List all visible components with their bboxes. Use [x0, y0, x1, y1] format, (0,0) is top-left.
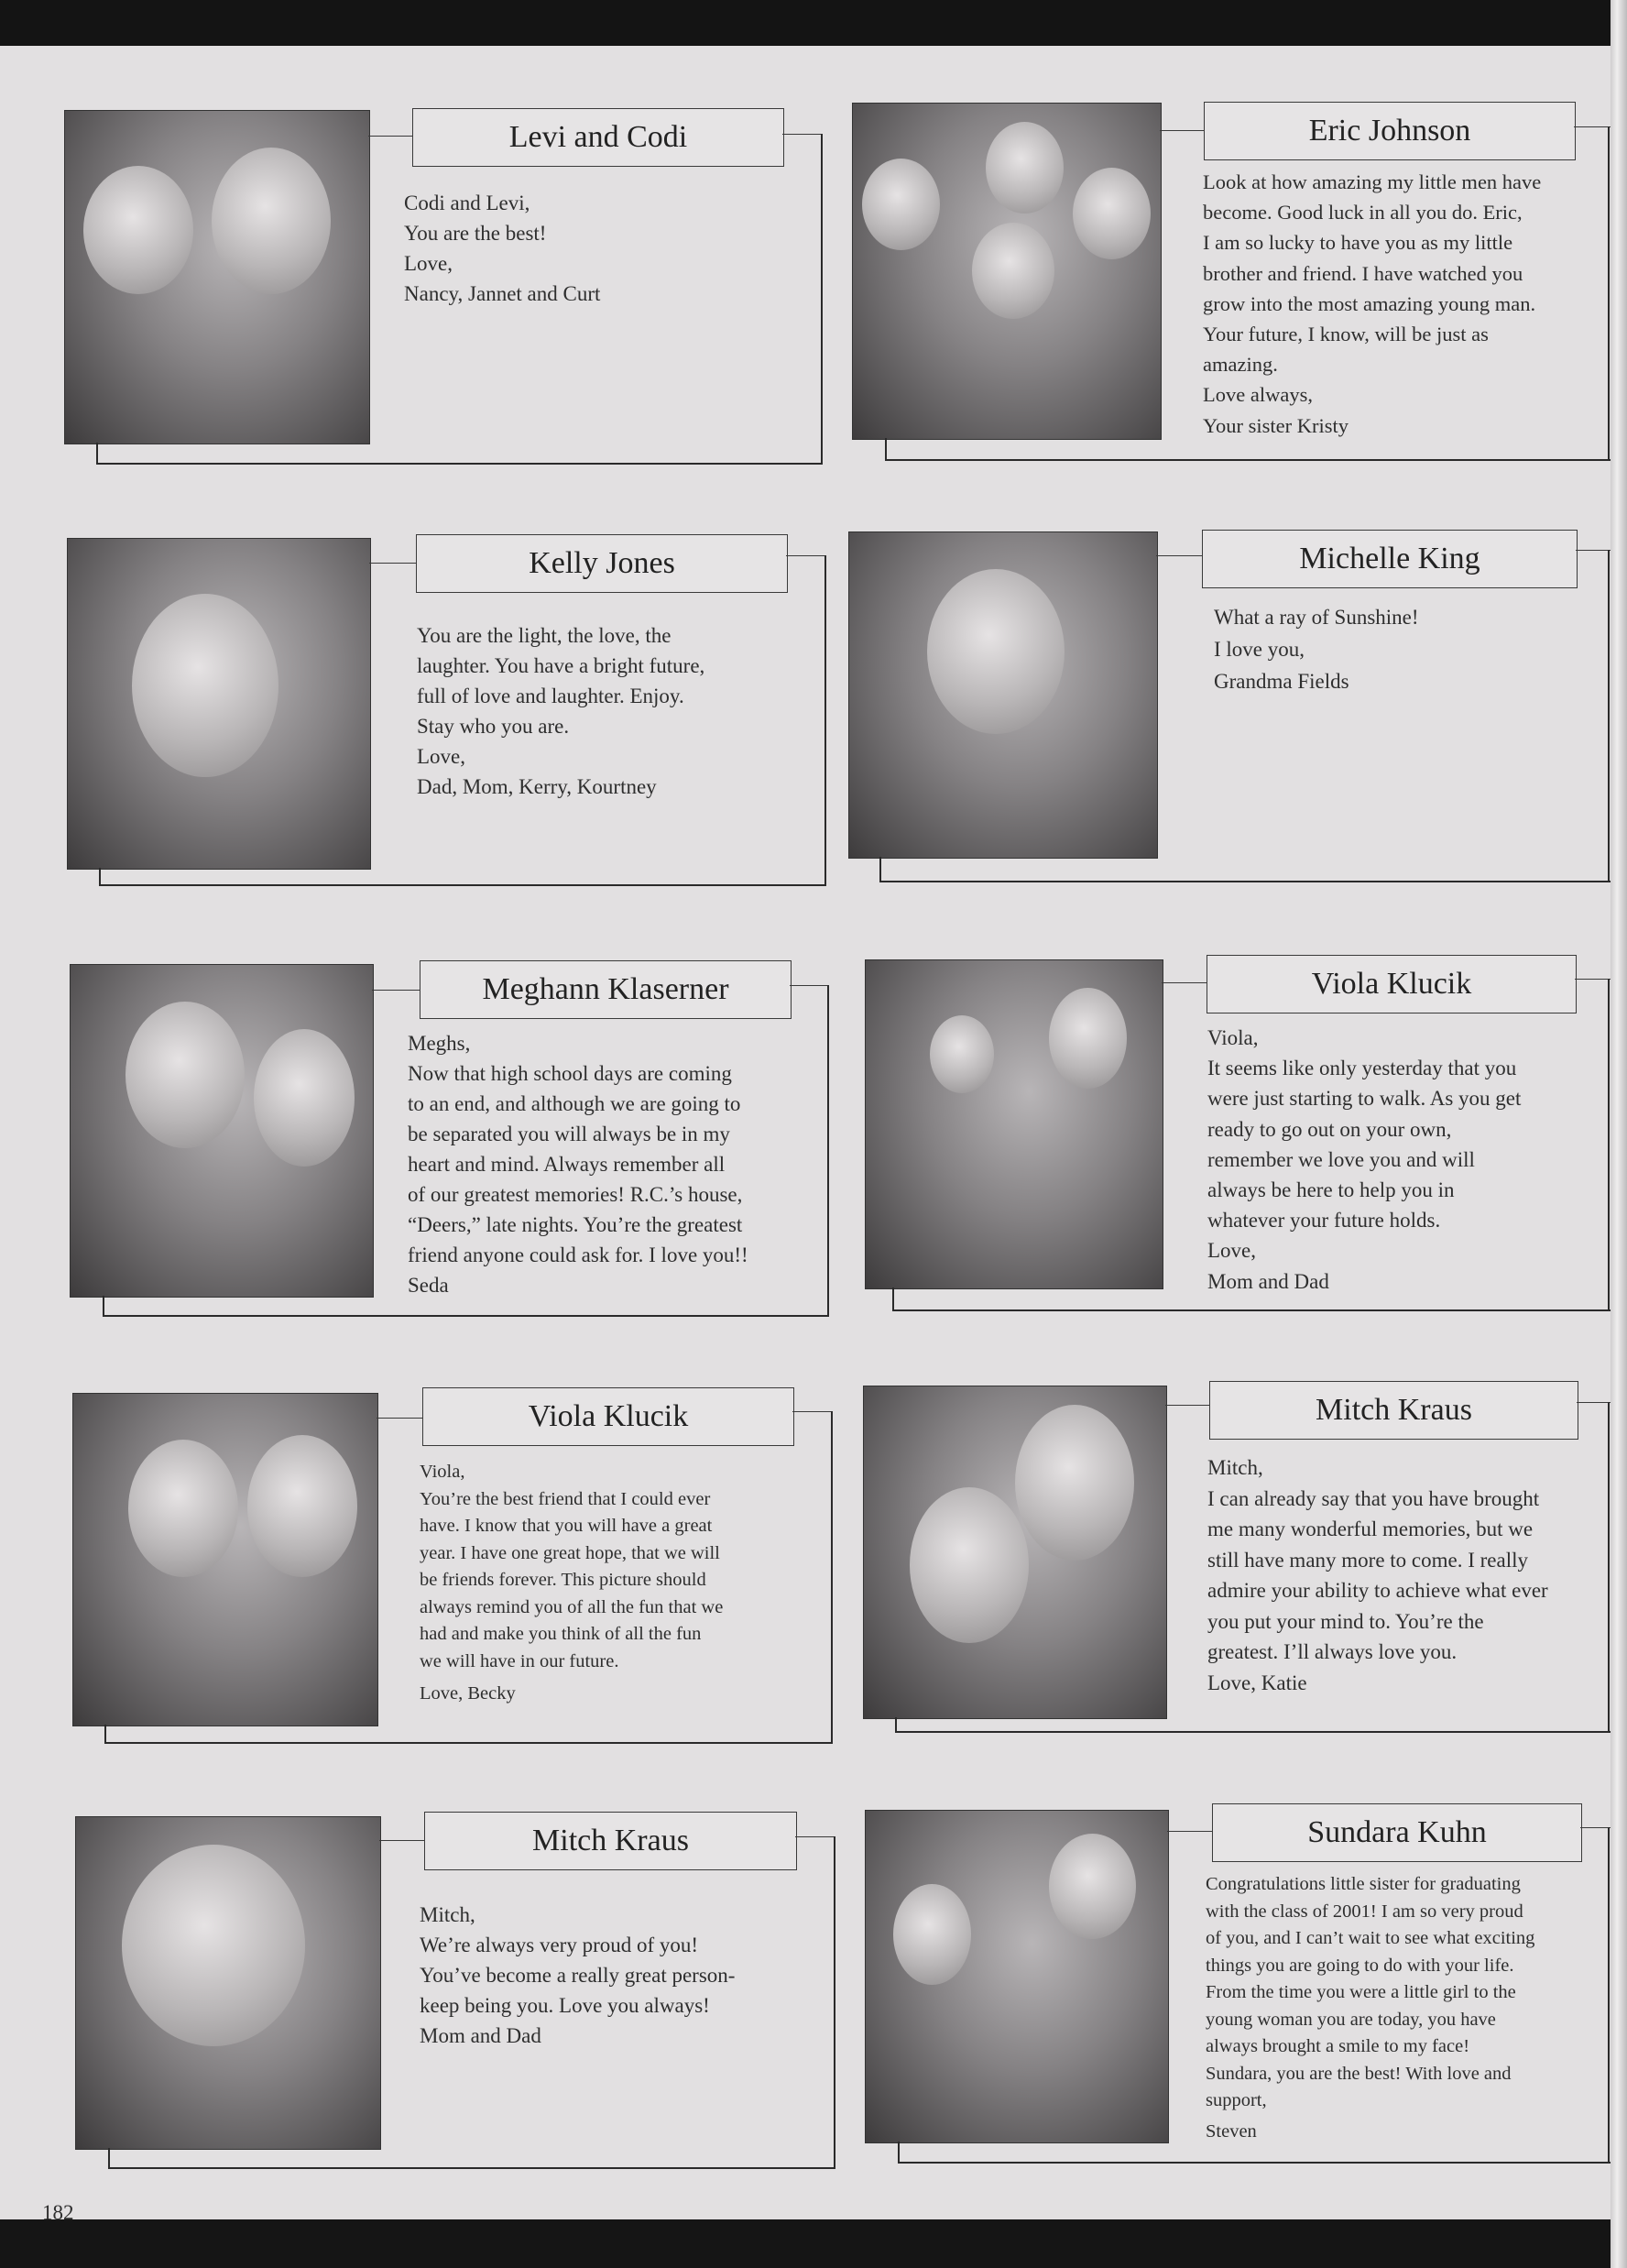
entry-photo [75, 1816, 381, 2150]
message-line: with the class of 2001! I am so very proud [1206, 1901, 1523, 1922]
message-line: What a ray of Sunshine! [1214, 606, 1419, 629]
entry-message [417, 620, 704, 802]
message-line: Stay who you are. [417, 715, 570, 738]
entry-name: Kelly Jones [416, 534, 788, 593]
message-line: to an end, and although we are going to [408, 1092, 741, 1115]
message-line: have. I know that you will have a great [420, 1516, 713, 1536]
message-line: support, [1206, 2090, 1267, 2110]
message-line: were just starting to walk. As you get [1207, 1087, 1522, 1111]
message-line: Congratulations little sister for graduating [1206, 1874, 1521, 1894]
entry-photo [64, 110, 370, 444]
message-line: be friends forever. This picture should [420, 1570, 706, 1590]
message-line: Love, [1207, 1239, 1257, 1263]
entry-name: Mitch Kraus [1209, 1381, 1578, 1440]
message-line: You’ve become a really great person- [420, 1964, 736, 1987]
message-line: From the time you were a little girl to the [1206, 1982, 1516, 2002]
entry-message [1207, 1023, 1521, 1297]
message-line: admire your ability to achieve what ever [1207, 1579, 1548, 1602]
message-line: always brought a smile to my face! [1206, 2036, 1470, 2056]
message-line: Your sister Kristy [1203, 413, 1349, 437]
message-line: Codi and Levi, [404, 192, 530, 214]
message-line: had and make you think of all the fun [420, 1624, 702, 1644]
message-line: friend anyone could ask for. I love you!! [408, 1244, 748, 1266]
message-line: Love, [404, 252, 453, 275]
message-line: I love you, [1214, 638, 1305, 661]
message-line: grow into the most amazing young man. [1203, 291, 1536, 315]
message-line: Meghs, [408, 1032, 471, 1055]
message-line: Mitch, [420, 1903, 475, 1926]
entry-message [408, 1028, 748, 1300]
message-line: “Deers,” late nights. You’re the greatest [408, 1213, 743, 1236]
message-line: brother and friend. I have watched you [1203, 261, 1523, 285]
message-line: we will have in our future. [420, 1650, 619, 1671]
message-line: still have many more to come. I really [1207, 1548, 1528, 1572]
message-line: I am so lucky to have you as my little [1203, 231, 1513, 255]
entry-name: Mitch Kraus [424, 1812, 797, 1870]
entry-name: Eric Johnson [1204, 102, 1576, 160]
message-line: heart and mind. Always remember all [408, 1153, 726, 1176]
message-line: me many wonderful memories, but we [1207, 1517, 1534, 1540]
message-line: year. I have one great hope, that we will [420, 1542, 720, 1563]
message-line: amazing. [1203, 353, 1278, 377]
message-line: Mom and Dad [1207, 1269, 1329, 1293]
message-line: Viola, [1207, 1026, 1259, 1049]
message-line: Seda [408, 1274, 449, 1297]
message-line: You’re the best friend that I could ever [420, 1488, 711, 1509]
message-line: of you, and I can’t wait to see what exciting [1206, 1928, 1535, 1948]
entry-message [1207, 1452, 1548, 1698]
message-line: become. Good luck in all you do. Eric, [1203, 201, 1523, 225]
message-line: Sundara, you are the best! With love and [1206, 2063, 1512, 2084]
entry-name: Sundara Kuhn [1212, 1803, 1582, 1862]
entry-photo [865, 1810, 1169, 2143]
message-line: of our greatest memories! R.C.’s house, [408, 1183, 743, 1206]
message-line: It seems like only yesterday that you [1207, 1057, 1517, 1080]
message-line: Love always, [1203, 383, 1313, 407]
message-line: You are the light, the love, the [417, 624, 672, 647]
message-line: Your future, I know, will be just as [1203, 323, 1489, 346]
message-line: I can already say that you have brought [1207, 1486, 1540, 1510]
entry-message [1203, 167, 1541, 441]
message-line: Dad, Mom, Kerry, Kourtney [417, 775, 657, 798]
message-line: keep being you. Love you always! [420, 1994, 710, 2017]
bottom-scan-border [0, 2219, 1611, 2268]
message-line: Love, Becky [420, 1683, 516, 1704]
entry-photo [848, 531, 1158, 859]
entry-name: Viola Klucik [1207, 955, 1577, 1013]
message-line: Love, [417, 745, 466, 768]
message-line: full of love and laughter. Enjoy. [417, 685, 684, 707]
entry-name: Michelle King [1202, 530, 1578, 588]
message-line: Steven [1206, 2120, 1257, 2142]
message-line: Love, Katie [1207, 1671, 1307, 1694]
entry-name: Viola Klucik [422, 1387, 794, 1446]
page-number: 182 [42, 2201, 74, 2224]
entry-message [1214, 601, 1419, 697]
entry-photo [863, 1386, 1167, 1719]
message-line: ready to go out on your own, [1207, 1117, 1452, 1141]
entry-name: Meghann Klaserner [420, 960, 792, 1019]
message-line: whatever your future holds. [1207, 1209, 1441, 1233]
message-line: young woman you are today, you have [1206, 2009, 1496, 2030]
message-line: things you are going to do with your life. [1206, 1955, 1514, 1976]
entry-message [420, 1900, 735, 2051]
entry-photo [72, 1393, 378, 1726]
entry-photo [67, 538, 371, 870]
message-line: You are the best! [404, 222, 547, 245]
entry-photo [865, 959, 1163, 1289]
page-spine-edge [1611, 0, 1627, 2268]
entry-photo [70, 964, 374, 1298]
message-line: always remind you of all the fun that we [420, 1596, 724, 1617]
message-line: Grandma Fields [1214, 670, 1349, 693]
entry-message [420, 1459, 723, 1708]
message-line: greatest. I’ll always love you. [1207, 1640, 1458, 1663]
message-line: Viola, [420, 1462, 465, 1482]
message-line: We’re always very proud of you! [420, 1934, 699, 1956]
message-line: always be here to help you in [1207, 1178, 1455, 1202]
message-line: Mitch, [1207, 1456, 1263, 1479]
top-scan-border [0, 0, 1611, 46]
message-line: remember we love you and will [1207, 1147, 1475, 1171]
entry-message [1206, 1871, 1534, 2145]
entry-name: Levi and Codi [412, 108, 784, 167]
message-line: Look at how amazing my little men have [1203, 170, 1542, 193]
message-line: be separated you will always be in my [408, 1123, 730, 1145]
entry-photo [852, 103, 1162, 440]
message-line: you put your mind to. You’re the [1207, 1609, 1484, 1633]
message-line: Mom and Dad [420, 2024, 541, 2047]
message-line: laughter. You have a bright future, [417, 654, 705, 677]
entry-message [404, 188, 600, 309]
message-line: Nancy, Jannet and Curt [404, 282, 601, 305]
message-line: Now that high school days are coming [408, 1062, 732, 1085]
